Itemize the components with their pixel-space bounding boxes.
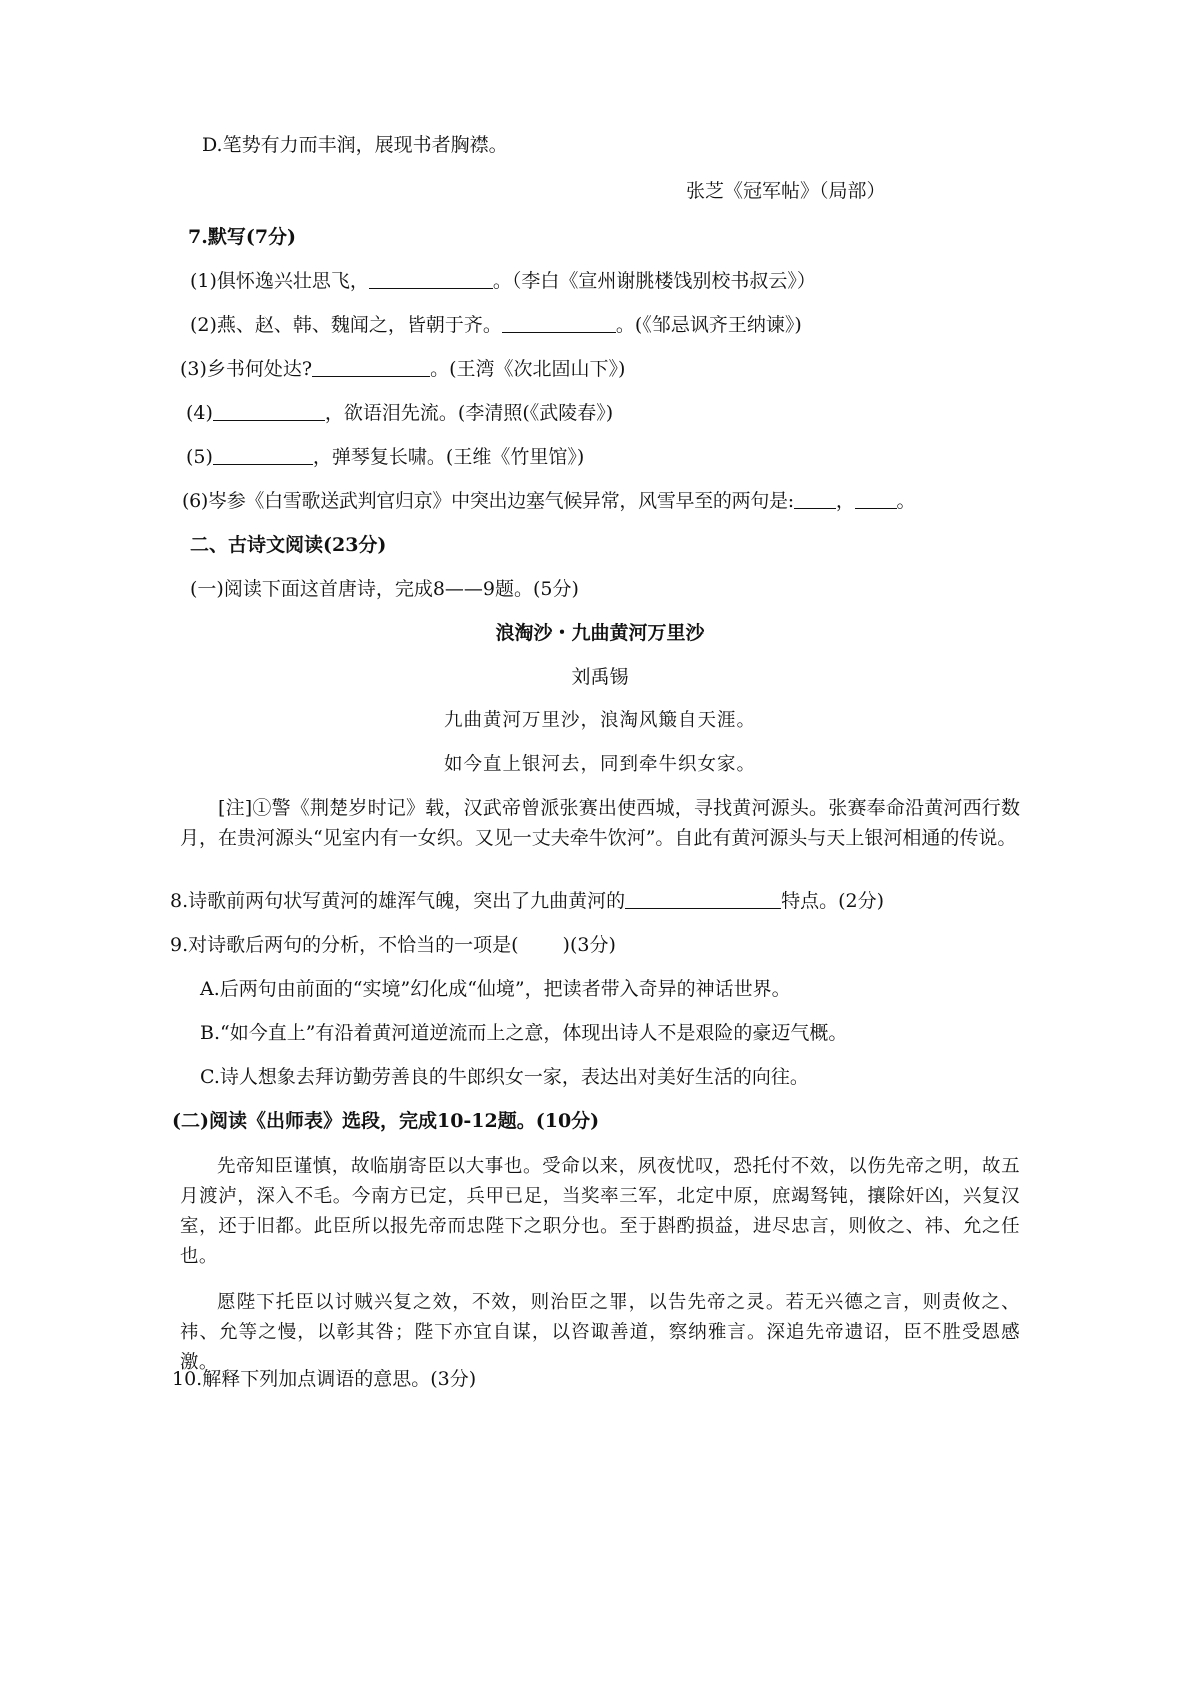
q7-item-3-blank[interactable]	[312, 356, 430, 377]
q10: 10.解释下列加点调语的意思。(3分)	[172, 1368, 477, 1390]
poem-line-1: 九曲黄河万里沙，浪淘风簸自天涯。	[443, 710, 756, 731]
q7-item-5-source: ，弹琴复长啸。(王维《竹里馆》)	[312, 446, 585, 468]
q7-item-5-blank[interactable]	[213, 444, 313, 465]
q7-item-2	[190, 312, 802, 338]
poem-author: 刘禹锡	[571, 666, 629, 688]
q9-option-a: A.后两句由前面的“实境”幻化成“仙境”，把读者带入奇异的神话世界。	[200, 978, 791, 1000]
q7-item-5-text: (5)	[186, 446, 213, 468]
q9-points: )(3分)	[562, 934, 616, 956]
q6-image-caption: 张芝《冠军帖》（局部）	[686, 180, 886, 202]
q7-item-6-blank-1[interactable]	[794, 488, 836, 509]
part-1-intro: (一)阅读下面这首唐诗，完成8——9题。(5分)	[190, 578, 579, 600]
q7-item-6	[182, 488, 915, 514]
q8-points: 特点。(2分)	[781, 890, 885, 912]
q9	[170, 932, 616, 958]
q7-item-4	[186, 400, 613, 426]
q7-item-1-source: 。（李白《宣州谢朓楼饯别校书叔云》）	[492, 270, 816, 292]
q7-item-4-text: (4)	[186, 402, 213, 424]
q7-item-6-end: 。	[896, 490, 916, 512]
passage-paragraph-2: 愿陛下托臣以讨贼兴复之效，不效，则治臣之罪，以告先帝之灵。若无兴德之言，则责攸之、祎、允等之慢，以彰其咎；陛下亦宜自谋，以咨诹善道，察纳雅言。深追先帝遗诏，臣不胜受恩感激。	[180, 1292, 1020, 1373]
q7-item-6-comma: ，	[835, 490, 855, 512]
q8	[170, 888, 884, 914]
q7-item-5	[186, 444, 584, 470]
poem-note: [注]①警《荆楚岁时记》载，汉武帝曾派张赛出使西城，寻找黄河源头。张赛奉命沿黄河西行数月，在贵河源头“见室内有一女织。又见一丈夫牵牛饮河”。自此有黄河源头与天上银河相通的传说。	[180, 797, 1020, 849]
poem-title: 浪淘沙・九曲黄河万里沙	[495, 622, 705, 644]
q7-item-3-text: (3)乡书何处达?	[180, 358, 313, 380]
q7-item-4-blank[interactable]	[213, 400, 325, 421]
q9-option-b: B.“如今直上”有沿着黄河道逆流而上之意，体现出诗人不是艰险的豪迈气概。	[200, 1022, 848, 1044]
q7-item-2-source: 。(《邹忌讽齐王纳谏》)	[615, 314, 802, 336]
q8-text: 8.诗歌前两句状写黄河的雄浑气魄，突出了九曲黄河的	[170, 890, 626, 912]
q7-item-1-text: (1)俱怀逸兴壮思飞，	[190, 270, 369, 292]
q9-text: 9.对诗歌后两句的分析，不恰当的一项是(	[170, 934, 519, 956]
poem-line-2: 如今直上银河去，同到牵牛织女家。	[443, 754, 756, 775]
q7-item-2-blank[interactable]	[502, 312, 616, 333]
q6-option-d: D.笔势有力而丰润，展现书者胸襟。	[202, 134, 508, 156]
q8-blank[interactable]	[625, 888, 781, 909]
q7-item-4-source: ，欲语泪先流。(李清照(《武陵春》)	[324, 402, 614, 424]
q7-item-3	[180, 356, 625, 382]
q7-item-1	[190, 268, 816, 294]
q7-item-1-blank[interactable]	[369, 268, 493, 289]
q7-item-2-text: (2)燕、赵、韩、魏闻之，皆朝于齐。	[190, 314, 502, 336]
q7-item-6-blank-2[interactable]	[855, 488, 897, 509]
part-2-heading: (二)阅读《出师表》选段，完成10-12题。(10分)	[172, 1110, 600, 1132]
q7-item-3-source: 。(王湾《次北固山下》)	[430, 358, 626, 380]
q7-item-6-text: (6)岑参《白雪歌送武判官归京》中突出边塞气候异常，风雪早至的两句是:	[182, 490, 794, 512]
q7-heading: 7.默写(7分)	[188, 226, 297, 248]
q9-option-c: C.诗人想象去拜访勤劳善良的牛郎织女一家，表达出对美好生活的向往。	[200, 1066, 809, 1088]
passage-paragraph-1: 先帝知臣谨慎，故临崩寄臣以大事也。受命以来，夙夜忧叹，恐托付不效，以伤先帝之明，故五月渡泸，深入不毛。今南方已定，兵甲已足，当奖率三军，北定中原，庶竭驽钝，攘除奸凶，兴复汉室，还于旧都。此臣所以报先帝而忠陛下之职分也。至于斟酌损益，进尽忠言，则攸之、祎、允之任也。	[180, 1156, 1020, 1267]
section-2-heading: 二、古诗文阅读(23分)	[190, 534, 387, 556]
